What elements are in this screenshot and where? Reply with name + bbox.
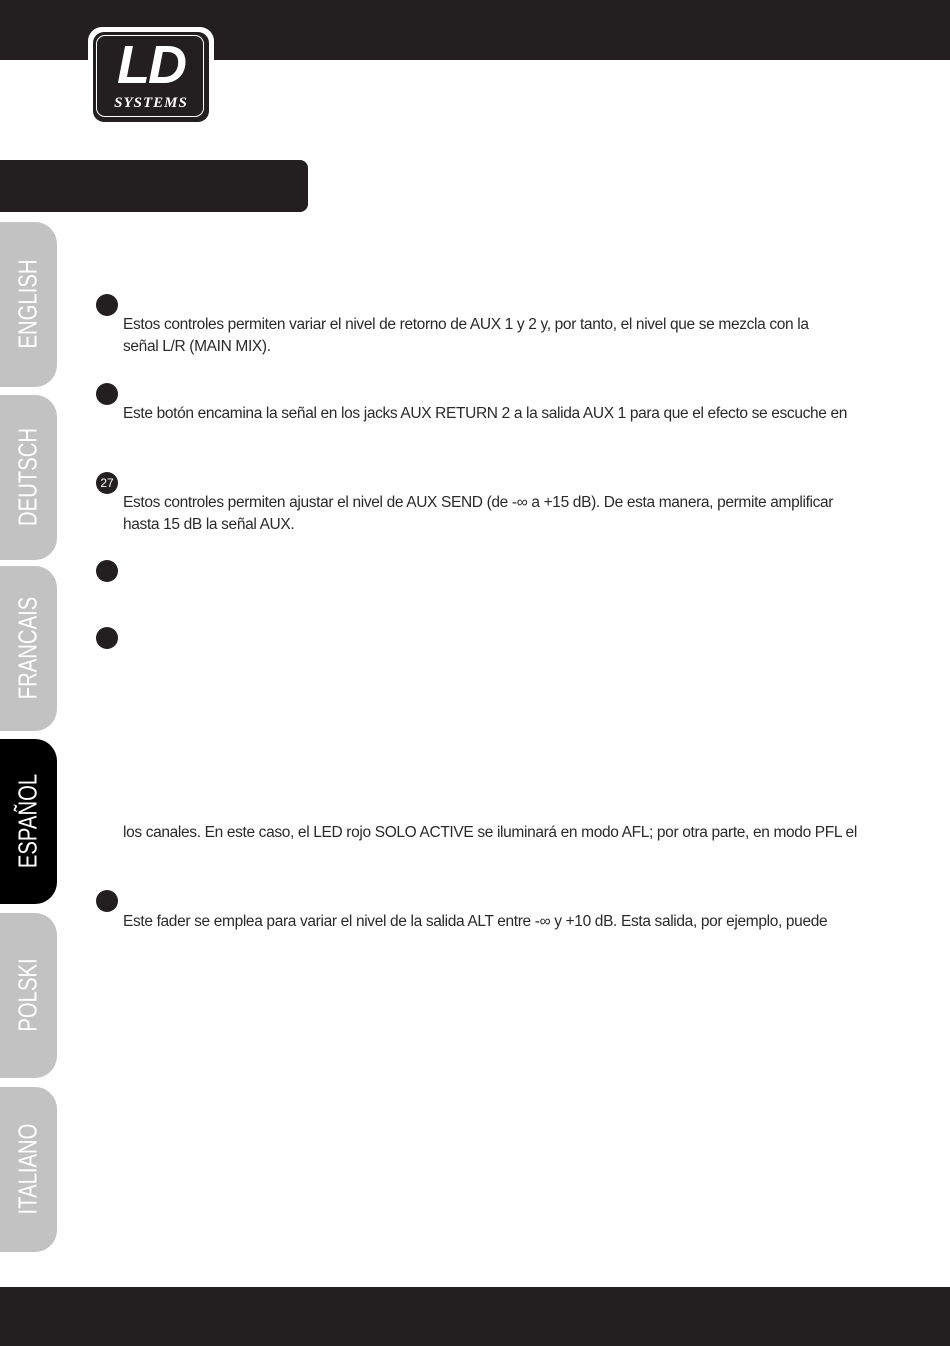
paragraph-solo xyxy=(123,822,863,844)
logo-text-systems: SYSTEMS xyxy=(114,95,188,111)
footer-bar xyxy=(0,1287,950,1346)
tab-polski[interactable] xyxy=(0,913,57,1078)
tab-label: ENGLISH xyxy=(12,259,43,349)
tab-espanol[interactable] xyxy=(0,739,57,904)
paragraph-aux-return xyxy=(123,314,863,358)
section-bullet xyxy=(96,560,118,582)
tab-label: ESPAÑOL xyxy=(12,773,43,869)
section-bullet xyxy=(96,294,118,316)
text-line: Estos controles permiten variar el nivel de retorno de AUX 1 y 2 y, por tanto, el nivel que se mezcla con la xyxy=(123,316,809,333)
section-title-bar xyxy=(0,160,308,212)
tab-deutsch[interactable] xyxy=(0,395,57,560)
paragraph-alt-fader xyxy=(123,911,863,933)
text-line: Estos controles permiten ajustar el nivel de AUX SEND (de -∞ a +15 dB). De esta manera, permite amplificar xyxy=(123,494,834,511)
ld-systems-logo xyxy=(88,27,214,127)
tab-italiano[interactable] xyxy=(0,1087,57,1252)
section-bullet xyxy=(96,890,118,912)
tab-label: DEUTSCH xyxy=(12,427,43,527)
text-line: Este botón encamina la señal en los jacks AUX RETURN 2 a la salida AUX 1 para que el efecto se escuche en xyxy=(123,405,848,422)
tab-english[interactable] xyxy=(0,222,57,387)
paragraph-aux-return-2 xyxy=(123,403,863,425)
tab-francais[interactable] xyxy=(0,566,57,731)
text-line: hasta 15 dB la señal AUX. xyxy=(123,516,295,533)
tab-label: ITALIANO xyxy=(12,1123,43,1215)
section-bullet-27: 27 xyxy=(96,472,118,494)
text-line: señal L/R (MAIN MIX). xyxy=(123,338,271,355)
logo-badge xyxy=(93,32,209,122)
text-line: Este fader se emplea para variar el nivel de la salida ALT entre -∞ y +10 dB. Esta salida, por ejemplo, puede xyxy=(123,913,828,930)
logo-text-ld: LD xyxy=(117,35,185,95)
tab-label: POLSKI xyxy=(12,958,43,1032)
tab-label: FRANCAIS xyxy=(12,596,43,700)
section-bullet xyxy=(96,383,118,405)
section-bullet xyxy=(96,627,118,649)
paragraph-aux-send xyxy=(123,492,863,536)
text-line: los canales. En este caso, el LED rojo SOLO ACTIVE se iluminará en modo AFL; por otra parte, en modo PFL el xyxy=(123,824,857,841)
